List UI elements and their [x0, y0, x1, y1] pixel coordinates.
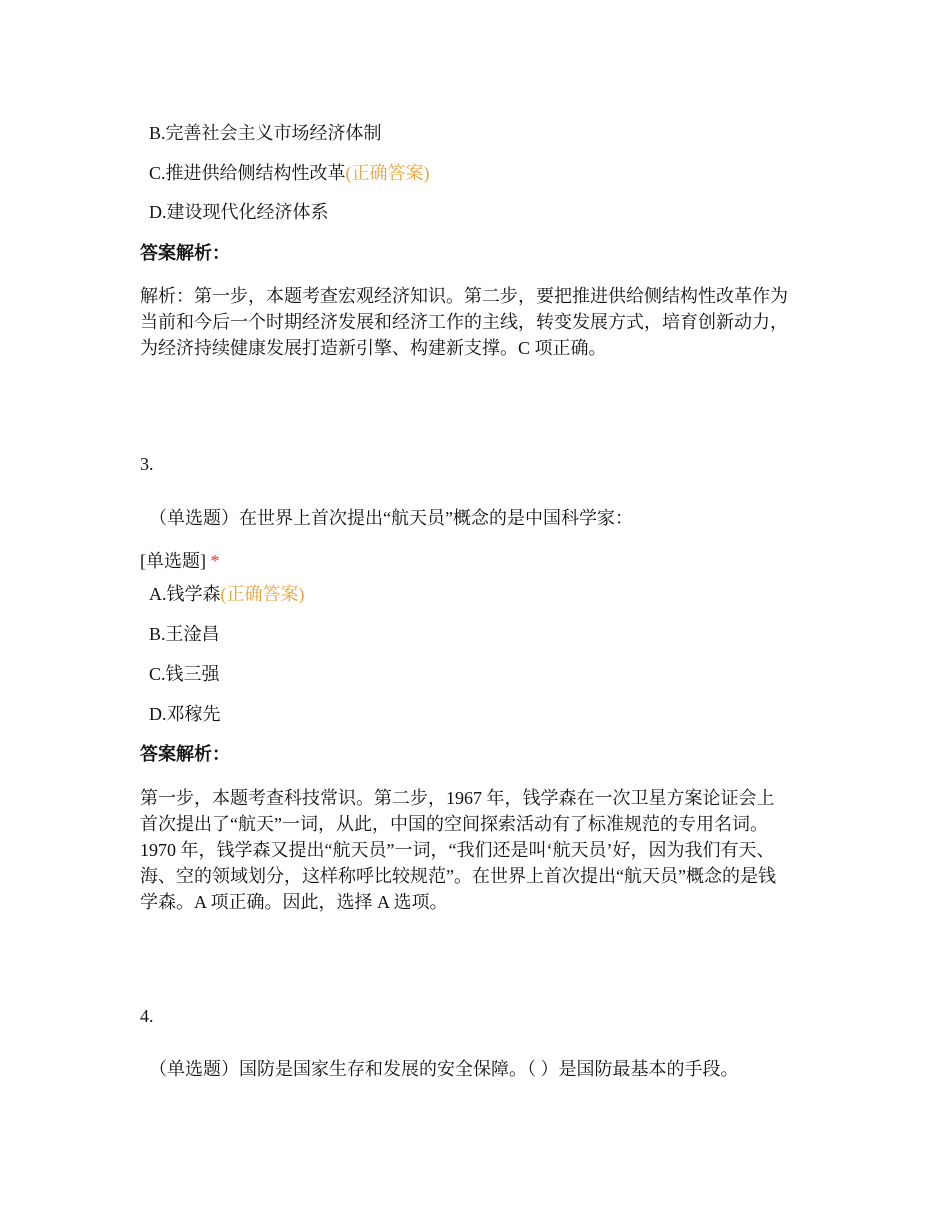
- q2-option-b[interactable]: [149, 122, 382, 144]
- q3-option-c[interactable]: [149, 663, 220, 685]
- option-text: A.钱学森: [149, 584, 221, 604]
- question-type: [单选题]: [140, 551, 206, 571]
- option-text: D.邓稼先: [149, 704, 221, 724]
- analysis-line: 学森。A 项正确。因此，选择 A 选项。: [140, 892, 448, 912]
- required-mark: *: [210, 551, 220, 571]
- q2-analysis-heading: 答案解析：: [140, 243, 230, 263]
- option-text: C.钱三强: [149, 664, 220, 684]
- analysis-line: 首次提出了“航天”一词，从此，中国的空间探索活动有了标准规范的专用名词。: [140, 814, 768, 834]
- option-text: D.建设现代化经济体系: [149, 202, 329, 222]
- q3-option-b[interactable]: [149, 623, 220, 645]
- analysis-line: 为经济持续健康发展打造新引擎、构建新支撑。C 项正确。: [140, 338, 607, 358]
- q3-option-d[interactable]: [149, 703, 221, 725]
- q4-number: 4.: [140, 1006, 154, 1026]
- analysis-line: 海、空的领域划分，这样称呼比较规范”。在世界上首次提出“航天员”概念的是钱: [140, 866, 776, 886]
- q4-stem: （单选题）国防是国家生存和发展的安全保障。（ ）是国防最基本的手段。: [149, 1059, 739, 1079]
- q3-analysis-text: [140, 785, 820, 915]
- q2-option-c[interactable]: [149, 162, 430, 184]
- q3-type-label: [140, 550, 220, 572]
- q3-analysis-heading: 答案解析：: [140, 744, 230, 764]
- correct-answer-tag: (正确答案): [345, 163, 430, 183]
- q3-stem: （单选题）在世界上首次提出“航天员”概念的是中国科学家：: [149, 508, 633, 528]
- analysis-line: 第一步，本题考查科技常识。第二步，1967 年，钱学森在一次卫星方案论证会上: [140, 788, 775, 808]
- option-text: C.推进供给侧结构性改革: [149, 163, 346, 183]
- correct-answer-tag: (正确答案): [220, 584, 305, 604]
- analysis-line: 1970 年，钱学森又提出“航天员”一词，“我们还是叫‘航天员’好，因为我们有天、: [140, 840, 775, 860]
- q2-option-d[interactable]: [149, 201, 329, 223]
- q3-option-a[interactable]: [149, 583, 305, 605]
- q2-analysis-text: [140, 283, 820, 361]
- analysis-line: 解析：第一步，本题考查宏观经济知识。第二步，要把推进供给侧结构性改革作为: [140, 286, 788, 306]
- analysis-line: 当前和今后一个时期经济发展和经济工作的主线，转变发展方式，培育创新动力，: [140, 312, 788, 332]
- q3-number: 3.: [140, 454, 154, 474]
- option-text: B.王淦昌: [149, 624, 220, 644]
- option-text: B.完善社会主义市场经济体制: [149, 123, 382, 143]
